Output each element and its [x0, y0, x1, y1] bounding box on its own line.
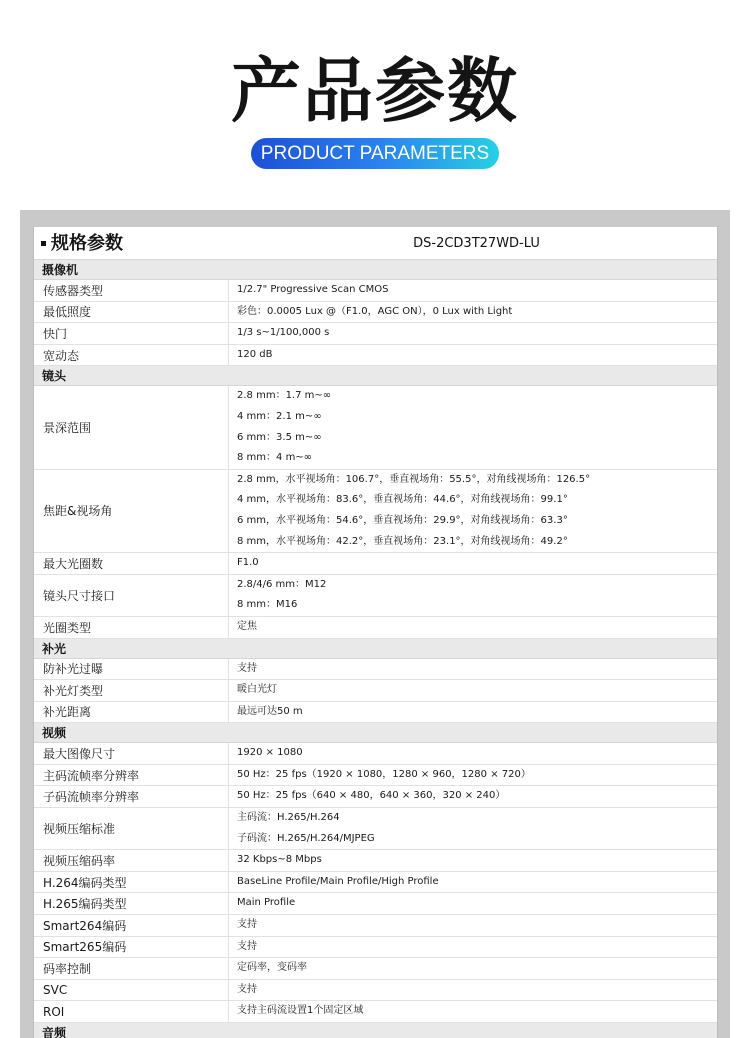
spec-value: 支持: [237, 983, 257, 995]
spec-row: [34, 575, 717, 617]
section-header: 补光: [34, 639, 717, 659]
spec-row: [34, 680, 717, 702]
spec-row: [34, 1001, 717, 1023]
spec-value: 主码流：H.265/H.264: [237, 812, 340, 824]
spec-value: F1.0: [237, 557, 259, 569]
spec-values: [237, 575, 717, 616]
spec-row: [34, 302, 717, 324]
spec-value: 彩色：0.0005 Lux @（F1.0，AGC ON），0 Lux with Light: [237, 305, 513, 317]
spec-label: 补光距离: [34, 702, 229, 723]
section-header: 音频: [34, 1023, 717, 1038]
spec-header: [34, 227, 717, 260]
spec-row: [34, 808, 717, 850]
spec-value: 支持主码流设置1个固定区域: [237, 1005, 364, 1017]
spec-values: [237, 937, 717, 958]
spec-row: [34, 872, 717, 894]
spec-row: [34, 915, 717, 937]
spec-values: [237, 808, 717, 849]
spec-value: 支持: [237, 662, 257, 674]
spec-value: Main Profile: [237, 897, 296, 909]
spec-value: 2.8 mm，水平视场角：106.7°，垂直视场角：55.5°，对角线视场角：126.5°: [237, 473, 591, 485]
spec-values: [237, 786, 717, 807]
spec-values: [237, 553, 717, 574]
spec-label: 焦距&视场角: [34, 470, 229, 552]
spec-row: [34, 553, 717, 575]
spec-row: [34, 850, 717, 872]
spec-label: Smart265编码: [34, 937, 229, 958]
subtitle-badge: PRODUCT PARAMETERS: [251, 138, 499, 169]
spec-values: [237, 280, 717, 301]
spec-label: 子码流帧率分辨率: [34, 786, 229, 807]
spec-label: 快门: [34, 323, 229, 344]
spec-value: 8 mm：M16: [237, 599, 298, 611]
spec-value: 50 Hz：25 fps（1920 × 1080，1280 × 960，1280 × 720）: [237, 768, 531, 780]
spec-label: Smart264编码: [34, 915, 229, 936]
spec-values: [237, 386, 717, 468]
spec-label: ROI: [34, 1001, 229, 1022]
spec-table-frame: [20, 210, 730, 1038]
spec-label: 景深范围: [34, 386, 229, 468]
spec-row: [34, 617, 717, 639]
spec-row: [34, 470, 717, 553]
spec-label: H.265编码类型: [34, 893, 229, 914]
spec-value: 定焦: [237, 620, 257, 632]
spec-row: [34, 765, 717, 787]
spec-table: [34, 260, 717, 1038]
spec-label: 补光灯类型: [34, 680, 229, 701]
spec-value: 120 dB: [237, 348, 273, 360]
spec-row: [34, 937, 717, 959]
spec-row: [34, 345, 717, 367]
spec-label: 码率控制: [34, 958, 229, 979]
spec-label: 防补光过曝: [34, 659, 229, 680]
spec-value: 子码流：H.265/H.264/MJPEG: [237, 832, 375, 844]
spec-label: 光圈类型: [34, 617, 229, 638]
spec-value: 2.8/4/6 mm：M12: [237, 578, 327, 590]
spec-value: 4 mm，水平视场角：83.6°，垂直视场角：44.6°，对角线视场角：99.1°: [237, 494, 568, 506]
spec-sheet: [33, 227, 718, 1038]
spec-label: H.264编码类型: [34, 872, 229, 893]
spec-values: [237, 680, 717, 701]
spec-label: 最大图像尺寸: [34, 743, 229, 764]
spec-values: [237, 958, 717, 979]
spec-heading: 规格参数: [51, 233, 123, 254]
spec-values: [237, 765, 717, 786]
spec-value: 暖白光灯: [237, 684, 277, 696]
spec-label: 视频压缩码率: [34, 850, 229, 871]
spec-values: [237, 850, 717, 871]
spec-row: [34, 659, 717, 681]
spec-row: [34, 743, 717, 765]
spec-value: 定码率，变码率: [237, 962, 307, 974]
section-header: 镜头: [34, 366, 717, 386]
model-number: DS-2CD3T27WD-LU: [413, 236, 540, 251]
spec-values: [237, 617, 717, 638]
spec-value: 8 mm：4 m~∞: [237, 452, 313, 464]
spec-values: [237, 872, 717, 893]
spec-label: 主码流帧率分辨率: [34, 765, 229, 786]
spec-label: 最大光圈数: [34, 553, 229, 574]
spec-value: BaseLine Profile/Main Profile/High Profile: [237, 875, 439, 887]
spec-value: 6 mm，水平视场角：54.6°，垂直视场角：29.9°，对角线视场角：63.3°: [237, 514, 568, 526]
bullet-icon: [41, 241, 46, 246]
spec-values: [237, 302, 717, 323]
spec-value: 6 mm：3.5 m~∞: [237, 431, 322, 443]
spec-values: [237, 659, 717, 680]
spec-value: 2.8 mm：1.7 m~∞: [237, 390, 332, 402]
spec-label: 视频压缩标准: [34, 808, 229, 849]
section-header: 视频: [34, 723, 717, 743]
spec-values: [237, 702, 717, 723]
spec-values: [237, 743, 717, 764]
spec-row: [34, 323, 717, 345]
spec-value: 4 mm：2.1 m~∞: [237, 410, 322, 422]
spec-value: 支持: [237, 940, 257, 952]
spec-row: [34, 386, 717, 469]
spec-label: 传感器类型: [34, 280, 229, 301]
spec-value: 1/2.7" Progressive Scan CMOS: [237, 284, 389, 295]
spec-label: 镜头尺寸接口: [34, 575, 229, 616]
page-title: 产品参数: [231, 50, 519, 132]
spec-values: [237, 470, 717, 552]
spec-row: [34, 702, 717, 724]
spec-row: [34, 893, 717, 915]
spec-values: [237, 345, 717, 366]
spec-row: [34, 980, 717, 1002]
spec-label: 最低照度: [34, 302, 229, 323]
spec-values: [237, 915, 717, 936]
section-header: 摄像机: [34, 260, 717, 280]
spec-value: 最远可达50 m: [237, 705, 303, 717]
spec-value: 1920 × 1080: [237, 747, 303, 759]
spec-value: 50 Hz：25 fps（640 × 480，640 × 360，320 × 240）: [237, 790, 506, 802]
spec-values: [237, 980, 717, 1001]
spec-values: [237, 323, 717, 344]
spec-row: [34, 958, 717, 980]
spec-label: SVC: [34, 980, 229, 1001]
spec-value: 32 Kbps~8 Mbps: [237, 854, 322, 866]
spec-values: [237, 1001, 717, 1022]
spec-value: 1/3 s~1/100,000 s: [237, 327, 330, 339]
spec-value: 8 mm，水平视场角：42.2°，垂直视场角：23.1°，对角线视场角：49.2°: [237, 535, 568, 547]
spec-row: [34, 280, 717, 302]
spec-label: 宽动态: [34, 345, 229, 366]
spec-row: [34, 786, 717, 808]
spec-value: 支持: [237, 919, 257, 931]
spec-values: [237, 893, 717, 914]
